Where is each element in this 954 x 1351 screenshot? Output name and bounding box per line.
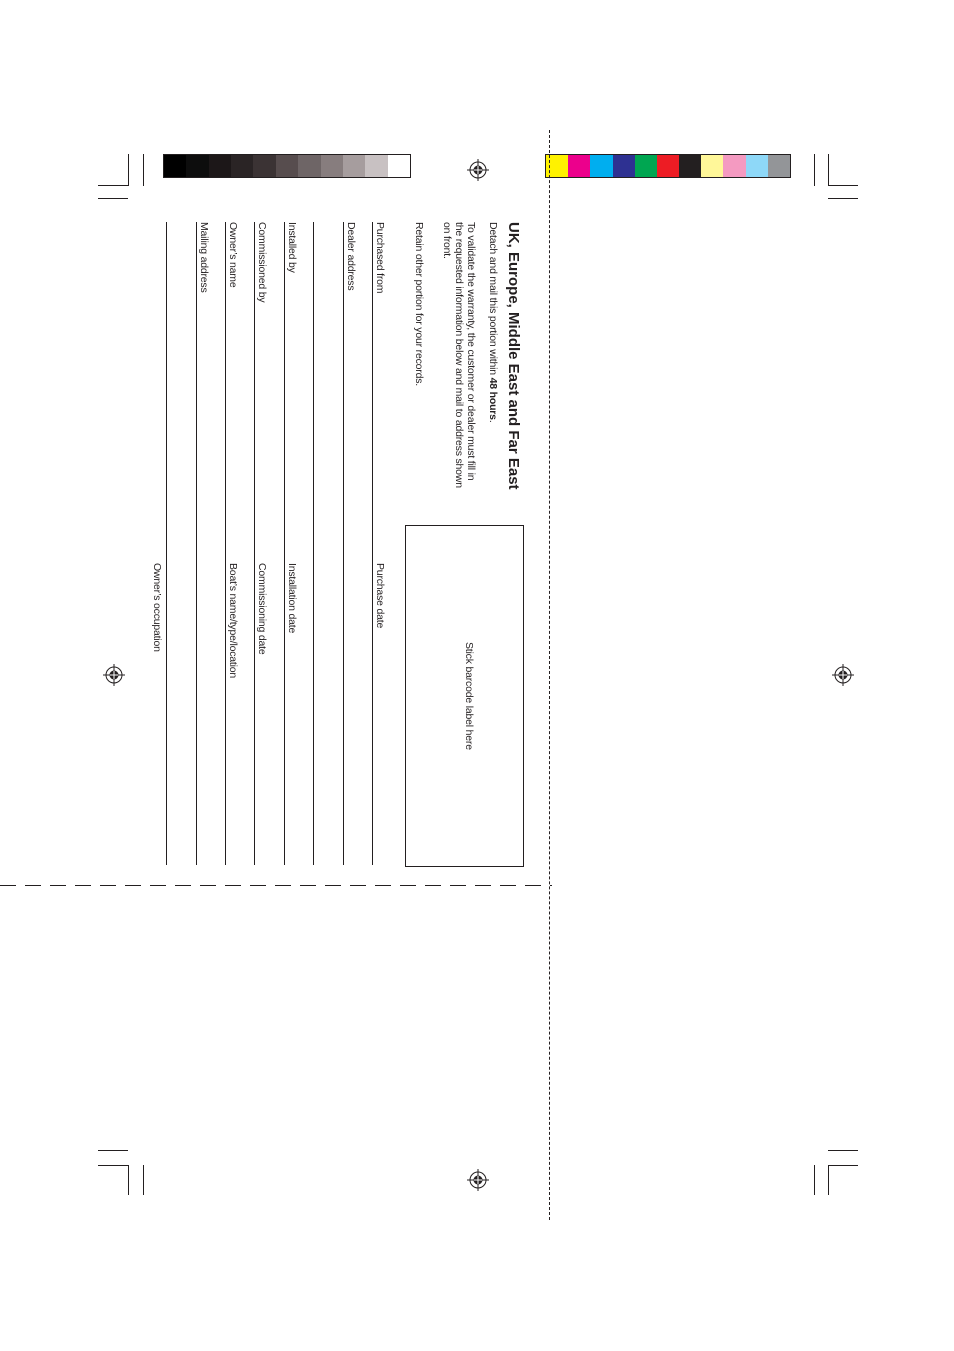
dealer-address-line-1[interactable]: [343, 222, 344, 865]
color-swatch: [164, 155, 186, 177]
color-swatch: [723, 155, 745, 177]
installed-by-line[interactable]: [284, 222, 285, 865]
color-swatch: [635, 155, 657, 177]
color-swatch: [321, 155, 343, 177]
color-swatch: [568, 155, 590, 177]
commissioning-date-label: Commissioning date: [256, 563, 268, 655]
registration-mark-top: [467, 159, 489, 181]
purchased-from-line[interactable]: [372, 222, 373, 865]
installation-date-label: Installation date: [286, 563, 298, 634]
instruction-line-2: To validate the warranty, the customer or dealer must fill in: [465, 222, 477, 481]
mailing-address-label: Mailing address: [198, 222, 210, 293]
instruction-line-5: Retain other portion for your records.: [413, 222, 425, 386]
color-swatch: [298, 155, 320, 177]
card-title: UK, Europe, Middle East and Far East: [505, 222, 522, 490]
color-swatch: [186, 155, 208, 177]
color-swatch: [365, 155, 387, 177]
color-swatch: [343, 155, 365, 177]
vertical-cut-line: [549, 130, 550, 1220]
purchase-date-label: Purchase date: [374, 563, 386, 629]
color-swatch: [679, 155, 701, 177]
instruction-line-1: Detach and mail this portion within 48 hours.: [487, 222, 499, 423]
color-swatch: [613, 155, 635, 177]
color-swatch: [657, 155, 679, 177]
instruction-line-3: the requested information below and mail to address shown: [453, 222, 465, 488]
mailing-address-line[interactable]: [196, 222, 197, 865]
owners-occupation-label: Owner’s occupation: [151, 563, 163, 652]
color-swatch: [209, 155, 231, 177]
boats-name-label: Boat’s name/type/location: [227, 563, 239, 679]
horizontal-cut-line: [0, 884, 552, 887]
color-calibration-bar: [545, 154, 791, 178]
purchased-from-label: Purchased from: [374, 222, 386, 294]
color-swatch: [388, 155, 410, 177]
registration-mark-right: [832, 664, 854, 686]
color-swatch: [768, 155, 790, 177]
color-swatch: [276, 155, 298, 177]
color-swatch: [746, 155, 768, 177]
installed-by-label: Installed by: [286, 222, 298, 273]
instruction-line-4: on front.: [441, 222, 453, 259]
grey-calibration-bar: [163, 154, 411, 178]
color-swatch: [231, 155, 253, 177]
owners-occupation-line[interactable]: [166, 222, 167, 865]
commissioned-by-label: Commissioned by: [256, 222, 268, 303]
registration-mark-left: [103, 664, 125, 686]
color-swatch: [590, 155, 612, 177]
owners-name-label: Owner’s name: [227, 222, 239, 288]
commissioned-by-line[interactable]: [254, 222, 255, 865]
barcode-label: Stick barcode label here: [463, 642, 475, 750]
owners-name-line[interactable]: [225, 222, 226, 865]
dealer-address-label: Dealer address: [345, 222, 357, 291]
registration-mark-bottom: [467, 1169, 489, 1191]
dealer-address-line-2[interactable]: [313, 222, 314, 865]
color-swatch: [701, 155, 723, 177]
color-swatch: [253, 155, 275, 177]
